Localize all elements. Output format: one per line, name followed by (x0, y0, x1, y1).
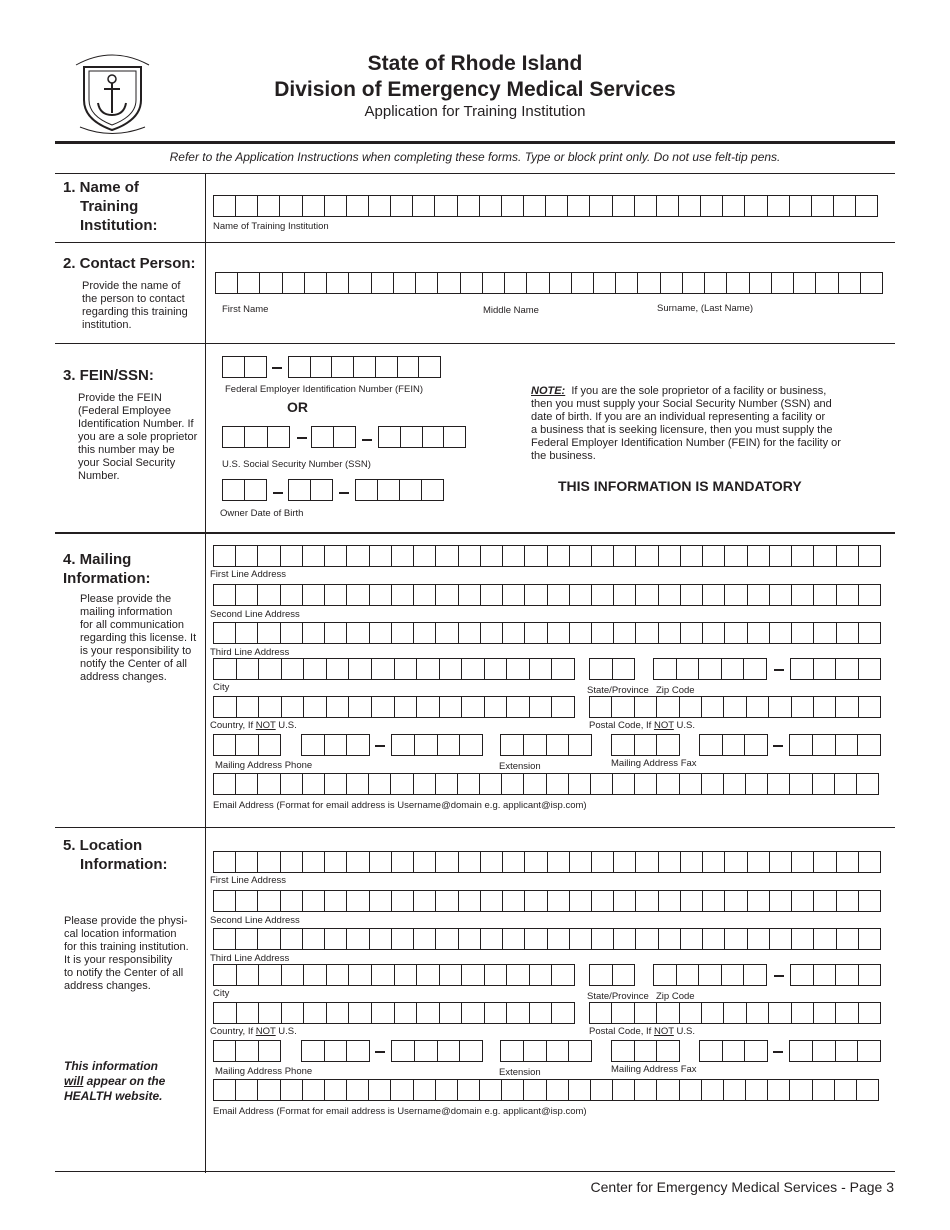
website-notice: This information will appear on the HEALTH website. (64, 1059, 166, 1103)
extension-label: Extension (499, 1067, 541, 1078)
grid-line (55, 242, 895, 243)
section-3-description: Provide the FEIN (Federal Employee Identification Number. If you are a sole proprietor this number may be your Social Security Number. (78, 392, 198, 482)
section-5-description: Please provide the physi- cal location information for this training institution. It is your responsibility to notify the Center of all address changes. (64, 915, 189, 992)
mailing-postal-input[interactable] (589, 696, 881, 718)
mailing-city-input[interactable] (213, 658, 575, 680)
section-4-description: Please provide the mailing information for all communication regarding this license. It is your responsibility to notify the Center of all address changes. (80, 593, 197, 683)
location-city-input[interactable] (213, 964, 575, 986)
location-extension-input[interactable] (500, 1040, 592, 1062)
institution-name-input[interactable] (213, 195, 878, 217)
location-country-input[interactable] (213, 1002, 575, 1024)
city-label: City (213, 682, 230, 693)
mailing-phone-area-input[interactable] (213, 734, 281, 756)
location-zip4-input[interactable] (790, 964, 881, 986)
third-line-label: Third Line Address (210, 647, 290, 658)
dob-dash (273, 492, 283, 494)
location-address-line2-input[interactable] (213, 890, 881, 912)
location-fax-area-input[interactable] (611, 1040, 680, 1062)
header-divider (55, 141, 895, 144)
ssn-dash (362, 439, 372, 441)
location-phone-area-input[interactable] (213, 1040, 281, 1062)
instructions-text: Refer to the Application Instructions when completing these forms. Type or block print only. Do not use felt-tip pens. (169, 150, 781, 164)
ssn-part2-input[interactable] (311, 426, 356, 448)
dob-year-input[interactable] (355, 479, 444, 501)
state-label: State/Province (587, 991, 649, 1002)
mailing-address-line2-input[interactable] (213, 584, 881, 606)
grid-line (55, 1171, 895, 1172)
fax-dash (773, 745, 783, 747)
location-phone-prefix-input[interactable] (301, 1040, 370, 1062)
city-label: City (213, 988, 230, 999)
mailing-phone-prefix-input[interactable] (301, 734, 370, 756)
mailing-zip4-input[interactable] (790, 658, 881, 680)
location-email-input[interactable] (213, 1079, 879, 1101)
grid-line (55, 827, 895, 828)
fein-ssn-note: NOTE: If you are the sole proprietor of a facility or business, then you must supply your Social Security Number (SSN) and date of birth. If you are an individual representing a facility or a business that is seeking licensure, then you must supply the Federal Employer Identification Number (FEIN) for the facility or the business. (531, 385, 841, 462)
mandatory-notice: THIS INFORMATION IS MANDATORY (558, 478, 802, 494)
ssn-part1-input[interactable] (222, 426, 290, 448)
zip-label: Zip Code (656, 685, 695, 696)
section-2-title: 2. Contact Person: (63, 255, 196, 272)
second-line-label: Second Line Address (210, 609, 300, 620)
phone-dash (375, 1051, 385, 1053)
third-line-label: Third Line Address (210, 953, 290, 964)
institution-name-label: Name of Training Institution (213, 221, 329, 232)
grid-line (55, 343, 895, 344)
middle-name-label: Middle Name (483, 305, 539, 316)
mailing-fax-line-input[interactable] (789, 734, 881, 756)
mailing-country-input[interactable] (213, 696, 575, 718)
country-label: Country, If NOT U.S. (210, 720, 297, 731)
grid-line (55, 173, 895, 174)
mailing-state-input[interactable] (589, 658, 635, 680)
location-zip-input[interactable] (653, 964, 767, 986)
fein-suffix-input[interactable] (288, 356, 441, 378)
first-line-label: First Line Address (210, 569, 287, 580)
fax-dash (773, 1051, 783, 1053)
form-subtitle: Application for Training Institution (364, 103, 586, 120)
first-name-label: First Name (222, 304, 269, 315)
dob-dash (339, 492, 349, 494)
mailing-extension-input[interactable] (500, 734, 592, 756)
zip-dash (774, 975, 784, 977)
page-footer: Center for Emergency Medical Services - Page 3 (590, 1179, 894, 1195)
ssn-dash (297, 437, 307, 439)
ssn-part3-input[interactable] (378, 426, 466, 448)
first-line-label: First Line Address (210, 875, 287, 886)
mailing-phone-line-input[interactable] (391, 734, 483, 756)
section-3-title: 3. FEIN/SSN: (63, 367, 154, 384)
fein-label: Federal Employer Identification Number (FEIN) (225, 384, 423, 395)
dob-label: Owner Date of Birth (220, 508, 304, 519)
country-label: Country, If NOT U.S. (210, 1026, 297, 1037)
email-label: Email Address (Format for email address is Username@domain e.g. applicant@isp.com) (213, 800, 587, 811)
mailing-fax-area-input[interactable] (611, 734, 680, 756)
extension-label: Extension (499, 761, 541, 772)
fein-prefix-input[interactable] (222, 356, 267, 378)
fax-label: Mailing Address Fax (611, 758, 697, 769)
location-postal-input[interactable] (589, 1002, 881, 1024)
zip-dash (774, 669, 784, 671)
grid-line (55, 532, 895, 534)
section-1-title: 1. Name of Training Institution: (63, 179, 158, 234)
fax-label: Mailing Address Fax (611, 1064, 697, 1075)
email-label: Email Address (Format for email address is Username@domain e.g. applicant@isp.com) (213, 1106, 587, 1117)
dob-month-input[interactable] (222, 479, 267, 501)
section-2-description: Provide the name of the person to contact regarding this training institution. (82, 280, 188, 331)
phone-dash (375, 745, 385, 747)
mailing-address-line3-input[interactable] (213, 622, 881, 644)
location-address-line1-input[interactable] (213, 851, 881, 873)
phone-label: Mailing Address Phone (215, 1066, 313, 1077)
second-line-label: Second Line Address (210, 915, 300, 926)
section-4-title: 4. Mailing Information: (63, 551, 151, 587)
location-phone-line-input[interactable] (391, 1040, 483, 1062)
page-title: State of Rhode Island (367, 52, 583, 75)
mailing-address-line1-input[interactable] (213, 545, 881, 567)
location-fax-prefix-input[interactable] (699, 1040, 768, 1062)
mailing-zip-input[interactable] (653, 658, 767, 680)
location-fax-line-input[interactable] (789, 1040, 881, 1062)
location-address-line3-input[interactable] (213, 928, 881, 950)
zip-label: Zip Code (656, 991, 695, 1002)
postal-label: Postal Code, If NOT U.S. (589, 720, 695, 731)
column-divider (205, 173, 206, 1173)
postal-label: Postal Code, If NOT U.S. (589, 1026, 695, 1037)
contact-name-input[interactable] (215, 272, 883, 294)
mailing-email-input[interactable] (213, 773, 879, 795)
phone-label: Mailing Address Phone (215, 760, 313, 771)
ssn-label: U.S. Social Security Number (SSN) (222, 459, 371, 470)
last-name-label: Surname, (Last Name) (657, 303, 754, 314)
fein-dash (272, 367, 282, 369)
dob-day-input[interactable] (288, 479, 333, 501)
location-state-input[interactable] (589, 964, 635, 986)
division-title: Division of Emergency Medical Services (274, 78, 676, 101)
state-label: State/Province (587, 685, 649, 696)
or-text: OR (287, 399, 308, 415)
section-5-title: 5. Location Information: (63, 837, 168, 873)
mailing-fax-prefix-input[interactable] (699, 734, 768, 756)
